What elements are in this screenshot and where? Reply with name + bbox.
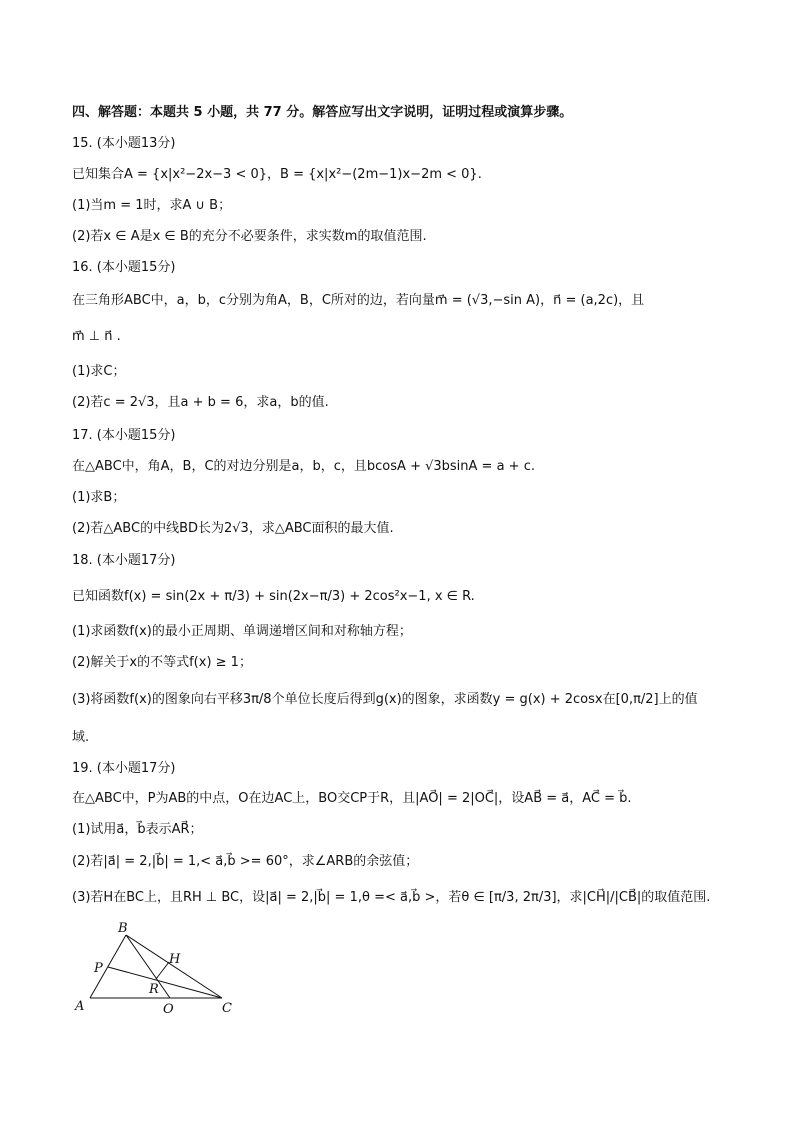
label-C: C xyxy=(222,1001,232,1016)
problem-18-part-2: (2)解关于x的不等式f(x) ≥ 1； xyxy=(72,655,252,670)
label-A: A xyxy=(75,999,85,1014)
label-R: R xyxy=(149,982,159,997)
label-O: O xyxy=(163,1002,174,1017)
problem-15-part-2: (2)若x ∈ A是x ∈ B的充分不必要条件，求实数m的取值范围. xyxy=(72,229,427,244)
problem-18-part-3: (3)将函数f(x)的图象向右平移3π/8个单位长度后得到g(x)的图象，求函数y = g(x) + 2cosx在[0,π/2]上的值 xyxy=(72,692,698,707)
section-heading: 四、解答题：本题共 5 小题，共 77 分。解答应写出文字说明，证明过程或演算步骤。 xyxy=(72,105,573,120)
problem-18-statement: 已知函数f(x) = sin(2x + π/3) + sin(2x−π/3) + 2cos²x−1, x ∈ R. xyxy=(72,589,475,604)
label-H: H xyxy=(169,952,181,967)
triangle-figure xyxy=(72,920,242,1020)
label-P: P xyxy=(94,961,103,976)
problem-16-statement: 在三角形ABC中，a，b，c分别为角A，B，C所对的边，若向量m⃗ = (√3,−sin A)，n⃗ = (a,2c)，且 xyxy=(72,293,645,308)
problem-15-header: 15. (本小题13分) xyxy=(72,136,176,151)
problem-15-statement: 已知集合A = {x|x²−2x−3 < 0}，B = {x|x²−(2m−1)x−2m < 0}. xyxy=(72,167,482,182)
segment-RH xyxy=(156,962,169,979)
problem-18-header: 18. (本小题17分) xyxy=(72,553,176,568)
problem-17-part-2: (2)若△ABC的中线BD长为2√3，求△ABC面积的最大值. xyxy=(72,521,394,536)
problem-16-header: 16. (本小题15分) xyxy=(72,260,176,275)
problem-19-part-3: (3)若H在BC上，且RH ⊥ BC，设|a⃗| = 2,|b⃗| = 1,θ =< a⃗,b⃗ >，若θ ∈ [π/3, 2π/3]，求|CH⃗|/|CB⃗|的取值范围. xyxy=(72,890,711,905)
problem-17-statement: 在△ABC中，角A，B，C的对边分别是a，b，c，且bcosA + √3bsinA = a + c. xyxy=(72,459,535,474)
problem-18-part-3-cont: 域. xyxy=(72,730,90,745)
problem-18-part-1: (1)求函数f(x)的最小正周期、单调递增区间和对称轴方程； xyxy=(72,624,412,639)
problem-17-header: 17. (本小题15分) xyxy=(72,428,176,443)
segment-CP xyxy=(108,967,222,998)
problem-15-part-1: (1)当m = 1时，求A ∪ B； xyxy=(72,198,232,213)
problem-16-part-2: (2)若c = 2√3，且a + b = 6，求a，b的值. xyxy=(72,395,329,410)
problem-16-part-1: (1)求C； xyxy=(72,364,126,379)
problem-19-part-1: (1)试用a⃗，b⃗表示AR⃗； xyxy=(72,822,203,837)
problem-19-header: 19. (本小题17分) xyxy=(72,761,176,776)
label-B: B xyxy=(118,921,128,936)
problem-16-statement-cont: m⃗ ⊥ n⃗ . xyxy=(72,329,121,344)
problem-19-statement: 在△ABC中，P为AB的中点，O在边AC上，BO交CP于R，且|AO⃗| = 2|OC⃗|，设AB⃗ = a⃗，AC⃗ = b⃗. xyxy=(72,791,632,806)
problem-17-part-1: (1)求B； xyxy=(72,490,126,505)
problem-19-part-2: (2)若|a⃗| = 2,|b⃗| = 1,< a⃗,b⃗ >= 60°，求∠ARB的余弦值； xyxy=(72,854,419,869)
segment-BO xyxy=(126,935,170,998)
